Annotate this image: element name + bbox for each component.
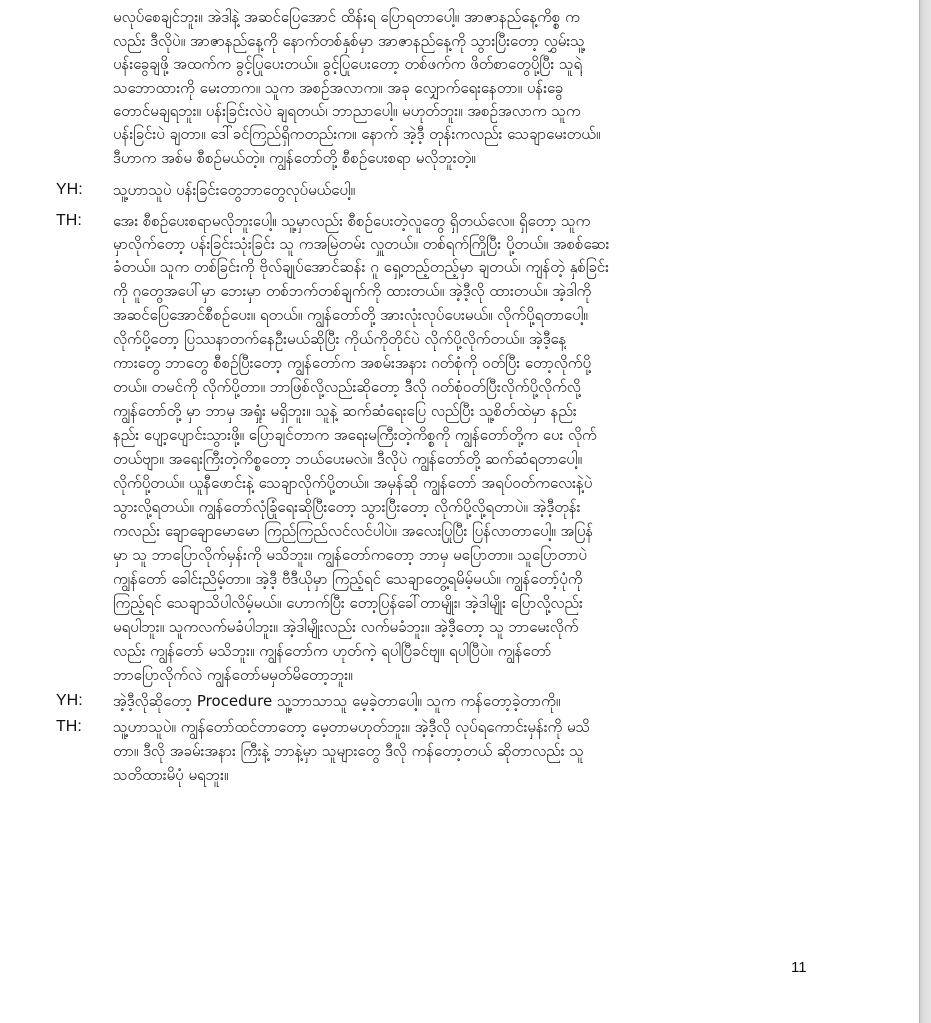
speaker-label-th: TH: — [56, 212, 82, 229]
transcript-line: လိုက်ပို့တယ်။ ယူနီဖောင်းနဲ့ သေချာလိုက်ပို့တယ်။ အမှန်ဆို ကျွန်တော် အရပ်ဝတ်ကလေးနဲ့ပဲ — [113, 474, 593, 492]
page-number: 11 — [791, 959, 807, 976]
transcript-line: ကျွန်တော်တို့ မှာ ဘာမှ အရှုံး မရှိဘူး။ သူနဲ့ ဆက်ဆံရေးပြေ လည်ပြီး သူ့စိတ်ထဲမှာ နည်း — [113, 402, 577, 420]
transcript-line: ကို ဂူတွေအပေါ်မှာ ဘေးမှာ တစ်ဘက်တစ်ချက်ကို ထားတယ်။ အဲ့ဒီ့လို ထားတယ်။ အဲ့ဒါကို — [113, 282, 592, 300]
transcript-line: လည်း ဒီလိုပဲ။ အာဇာနည်နေ့ကို နောက်တစ်နှစ်မှာ အာဇာနည်နေ့ကို သွားပြီးတော့ လွှမ်းသူ့ — [113, 32, 585, 50]
transcript-line: သဘောထားကို မေးတာက။ သူက အစဉ်အလာက။ အခု လျှောက်ရေးနေတာ။ ပန်းခွေ — [113, 79, 563, 97]
transcript-line: အဲ့ဒီ့လိုဆိုတော့ Procedure သူ့ဘာသာသူ မေ့ခဲ့တာပေါ့။ သူက ကန်တော့ခဲ့တာကို။ — [113, 692, 561, 710]
transcript-line: သူ့ဟာသူပဲ။ ကျွန်တော်ထင်တာတော့ မေ့တာမဟုတ်ဘူး။ အဲ့ဒီ့လို လုပ်ရကောင်းမှန်းကို မသိ — [113, 718, 591, 736]
transcript-line: နည်း ပျော့ပျောင်းသွားဖို့။ ပြောချင်တာက အရေးမကြီးတဲ့ကိစ္စကို ကျွန်တော်တို့က ပေး လိုက် — [113, 426, 597, 444]
page-edge-shadow — [919, 0, 931, 1023]
speaker-label-yh: YH: — [56, 181, 83, 198]
transcript-line: မလုပ်စေချင်ဘူး။ အဲဒါနဲ့ အဆင်ပြေအောင် ထိန်းရ ပြောရတာပေါ့။ အာဇာနည်နေ့ကိစ္စ က — [113, 8, 580, 26]
transcript-line: ပန်းခြင်းပဲ ချတာ။ ဒေါ်ခင်ကြည်ရှိကတည်းက။ နောက် အဲ့ဒီ့ တုန်းကလည်း သေချာမေးတယ်။ — [113, 125, 601, 143]
transcript-line: ပန်းခွေချဖို့ အထက်က ခွင့်ပြုပေးတယ်။ ခွင့်ပြုပေးတော့ တစ်ဖက်က ဖိတ်စာတွေပို့ပြီး သူရဲ့ — [113, 55, 583, 73]
transcript-line: သတိထားမိပုံ မရဘူး။ — [113, 766, 229, 784]
transcript-line: တယ်။ တမင်ကို လိုက်ပို့တာ။ ဘာဖြစ်လို့လည်းဆိုတော့ ဒီလို ဂတ်စုံဝတ်ပြီးလိုက်ပို့လိုက်လို့ — [113, 378, 581, 396]
transcript-line: ဒီဟာက အစ်မ စီစဉ်မယ်တဲ့။ ကျွန်တော်တို့ စီစဉ်ပေးစရာ မလိုဘူးတဲ့။ — [113, 149, 476, 167]
transcript-line: အဆင်ပြေအောင်စီစဉ်ပေး။ ရတယ်။ ကျွန်တော်တို့ အားလုံးလုပ်ပေးမယ်။ လိုက်ပို့ရတာပေါ့။ — [113, 306, 588, 324]
transcript-line: ဘာပြောလိုက်လဲ ကျွန်တော်မမှတ်မိတော့ဘူး။ — [113, 666, 353, 684]
speaker-label-th: TH: — [56, 718, 82, 735]
transcript-line: မှာလိုက်တော့ ပန်းခြင်းသုံးခြင်း သူ ကအမြဲတမ်း လှူတယ်။ တစ်ရက်ကြိုပြီး ပို့တယ်။ အစစ်ဆေး — [113, 235, 610, 253]
speaker-label-yh: YH: — [56, 692, 83, 709]
transcript-line: မရပါဘူး။ သူကလက်မခံပါဘူး။ အဲ့ဒါမျိုးလည်း လက်မခံဘူး။ အဲ့ဒီ့တော့ သူ ဘာမေးလိုက် — [113, 618, 579, 636]
transcript-line: ခံတယ်။ သူက တစ်ခြင်းကို ဗိုလ်ချုပ်အောင်ဆန်း ဂူ ရှေ့တည့်တည့်မှာ ချတယ်၊ ကျန်တဲ့ နှစ်ခြင်း — [113, 258, 609, 276]
transcript-line: တာ။ ဒီလို အခမ်းအနား ကြီးနဲ့ ဘာနဲ့မှာ သူများတွေ ဒီလို ကန်တော့တယ် ဆိုတာလည်း သူ — [113, 742, 584, 760]
transcript-line: တယ်ဗျာ။ အရေးကြီးတဲ့ကိစ္စတော့ ဘယ်ပေးမလဲ။ ဒီလိုပဲ ကျွန်တော်တို့ ဆက်ဆံရတာပေါ့။ — [113, 450, 582, 468]
transcript-line: ကြည့်ရင် သေချာသိပါလိမ့်မယ်။ ဟောက်ပြီး တော့ပြန်ခေါ်တာမျိုး၊ အဲ့ဒါမျိုး ပြောလို့လည်း — [113, 594, 583, 612]
transcript-line: ကလည်း ချောချောမောမော ကြည်ကြည်လင်လင်ပါပဲ။ အလေးပြုပြီး ပြန်လာတာပေါ့။ အပြန် — [113, 522, 594, 540]
transcript-line: ကားတွေ ဘာတွေ စီစဉ်ပြီးတော့ ကျွန်တော်က အစမ်းအနား ဂတ်စုံကို ဝတ်ပြီး တော့လိုက်ပို့ — [113, 354, 592, 372]
transcript-line: အေး စီစဉ်ပေးစရာမလိုဘူးပေါ့။ သူ့မှာလည်း စီစဉ်ပေးတဲ့လူတွေ ရှိတယ်လေ။ ရှိတော့ သူက — [113, 212, 591, 230]
transcript-line: သွားလို့ရတယ်။ ကျွန်တော်လုံခြုံရေးဆိုပြီးတော့ သွားပြီးတော့ လိုက်ပို့လို့ရတာပဲ။ အဲ့ဒီ့တုန်း — [113, 498, 581, 516]
transcript-line: ကျွန်တော် ခေါင်းညိမ့်တာ။ အဲ့ဒီ့ ဗီဒီယိုမှာ ကြည့်ရင် သေချာတွေ့ရမိမ့်မယ်။ ကျွန်တော့်ပုံကို — [113, 570, 583, 588]
transcript-line: လည်း ကျွန်တော် မသိဘူး။ ကျွန်တော်က ဟုတ်ကဲ့ ရပါပြီခင်ဗျ။ ရပါပြီပဲ။ ကျွန်တော် — [113, 642, 552, 660]
transcript-line: မှာ သူ ဘာပြောလိုက်မှန်းကို မသိဘူး။ ကျွန်တော်ကတော့ ဘာမှ မပြောတာ။ သူပြောတာပဲ — [113, 546, 587, 564]
transcript-line: တောင်မချရဘူး။ ပန်းခြင်းလဲပဲ ချရတယ်၊ ဘာညာပေါ့။ မဟုတ်ဘူး။ အစဉ်အလာက သူက — [113, 102, 581, 120]
transcript-line: လိုက်ပို့တော့ ပြဿနာတက်နေဦးမယ်ဆိုပြီး ကိုယ်ကိုတိုင်ပဲ လိုက်ပို့လိုက်တယ်။ အဲ့ဒီ့နေ့ — [113, 330, 567, 348]
transcript-line: သူ့ဟာသူပဲ ပန်းခြင်းတွေဘာတွေလုပ်မယ်ပေါ့။ — [113, 181, 356, 199]
